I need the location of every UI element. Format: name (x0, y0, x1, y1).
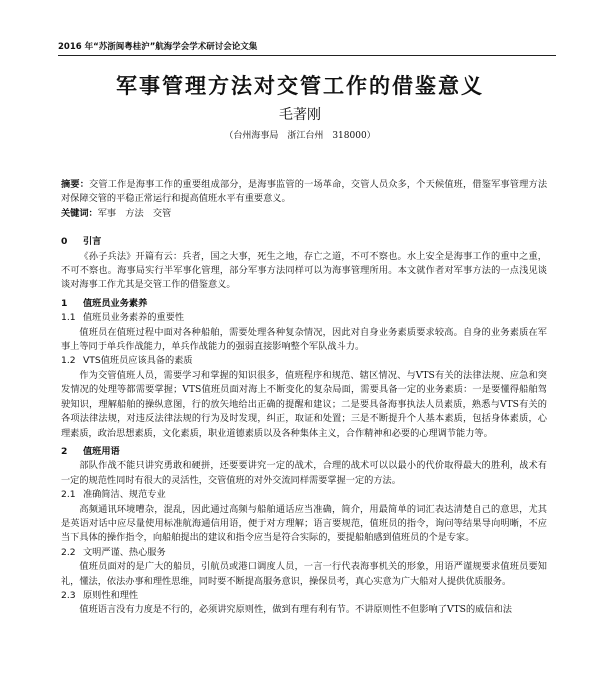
abstract (61, 178, 547, 207)
paragraph: 值班语言没有力度是不行的，必须讲究原则性，做到有理有利有节。不讲原则性不但影响了VTS的威信和法 (79, 604, 512, 616)
section-heading: 0 引言 (61, 236, 102, 248)
keywords-text: 军事 方法 交管 (97, 207, 172, 219)
paragraph: 作为交管值班人员，需要学习和掌握的知识很多，值班程序和规范、辖区情况、与VTS有关的法律法规、应急和突发情况的处理等都需要掌握；VTS值班员面对海上不断变化的复杂局面，需要具备一定的业务素质：一是要懂得船舶驾驶知识，理解船舶的操纵意图，行的放矢地给出正确的提醒和建议；二是要具备海事执法人员素质，熟悉与VTS有关的各项法律法规，对违反法律法规的行为及时发现，纠正，取证和处置；三是不断提升个人基本素质，包括身体素质，心理素质，政治思想素质，文化素质，职业道德素质以及各种集体主义，合作精神和必要的心理调节能力等。 (61, 369, 547, 439)
subsection-heading: 2.1 准确简洁、规范专业 (61, 489, 166, 501)
subsection-heading: 2.2 文明严谨、热心服务 (61, 546, 166, 558)
paragraph: 值班员面对的是广大的船员，引航员或港口调度人员，一言一行代表海事机关的形象，用语严谨规要求值班员要知礼，懂法，依法办事和理性思维，同时要不断提高服务意识，操保员考，真心实意为广大船对人提供优质服务。 (61, 561, 547, 587)
keywords (61, 207, 547, 221)
paragraph: 《孙子兵法》开篇有云：兵者，国之大事，死生之地，存亡之道，不可不察也。水上安全是海事工作的重中之重，不可不察也。海事局实行半军事化管理，部分军事方法同样可以为海事管理所用。本文就作者对军事方法的一点浅见谈谈对海事工作尤其是交管工作的借鉴意义。 (61, 250, 547, 291)
paragraph: 值班员在值班过程中面对各种船舶，需要处理各种复杂情况，因此对自身业务素质要求较高。自身的业务素质在军事上等同于单兵作战能力，单兵作战能力的强弱直接影响整个军队战斗力。 (61, 326, 547, 353)
author-name: 毛著刚 (279, 107, 321, 123)
article-body (61, 178, 547, 618)
paragraph: 高频通讯环境嘈杂，混乱，因此通过高频与船舶通话应当准确，简介，用最简单的词汇表达清楚自己的意思，尤其是英语对话中应尽量使用标准航海通信用语，便于对方理解；语言要规范，值班员的指令，询问等结果导向明晰，不应当下具体的操作指令，向船舶提出的建议和指令应当是符合实际的，要提船舶感到值班员的个是专家。 (61, 503, 547, 544)
paragraph: 部队作战不能只讲究勇敢和硬拼，还要要讲究一定的战术，合理的战术可以以最小的代价取得最大的胜利，战术有一定的规范性同时有很大的灵活性，交管值班的对外交流同样需要掌握一定的方法。 (61, 460, 547, 486)
abstract-text: 交管工作是海事工作的重要组成部分，是海事监管的一场革命，交管人员众多，个天候值班，借鉴军事管理方法对保障交管的平稳正常运行和提高值班水平有重要意义。 (61, 179, 548, 205)
subsection-heading: 2.3 原则性和理性 (61, 589, 139, 601)
author-affiliation: （台州海事局 浙江台州 318000） (224, 131, 376, 141)
section-heading: 1 值班员业务素养 (61, 297, 148, 309)
article-title: 军事管理方法对交管工作的借鉴意义 (116, 73, 484, 98)
section-heading: 2 值班用语 (61, 445, 120, 457)
abstract-label: 摘要： (61, 179, 90, 190)
subsection-heading: 1.1 值班员业务素养的重要性 (61, 312, 185, 324)
running-header: 2016 年“苏浙闽粤桂沪”航海学会学术研讨会论文集 (58, 42, 258, 52)
subsection-heading: 1.2 VTS值班员应该具备的素质 (61, 355, 193, 367)
header-rule (58, 55, 556, 56)
keywords-label: 关键词： (61, 207, 98, 219)
